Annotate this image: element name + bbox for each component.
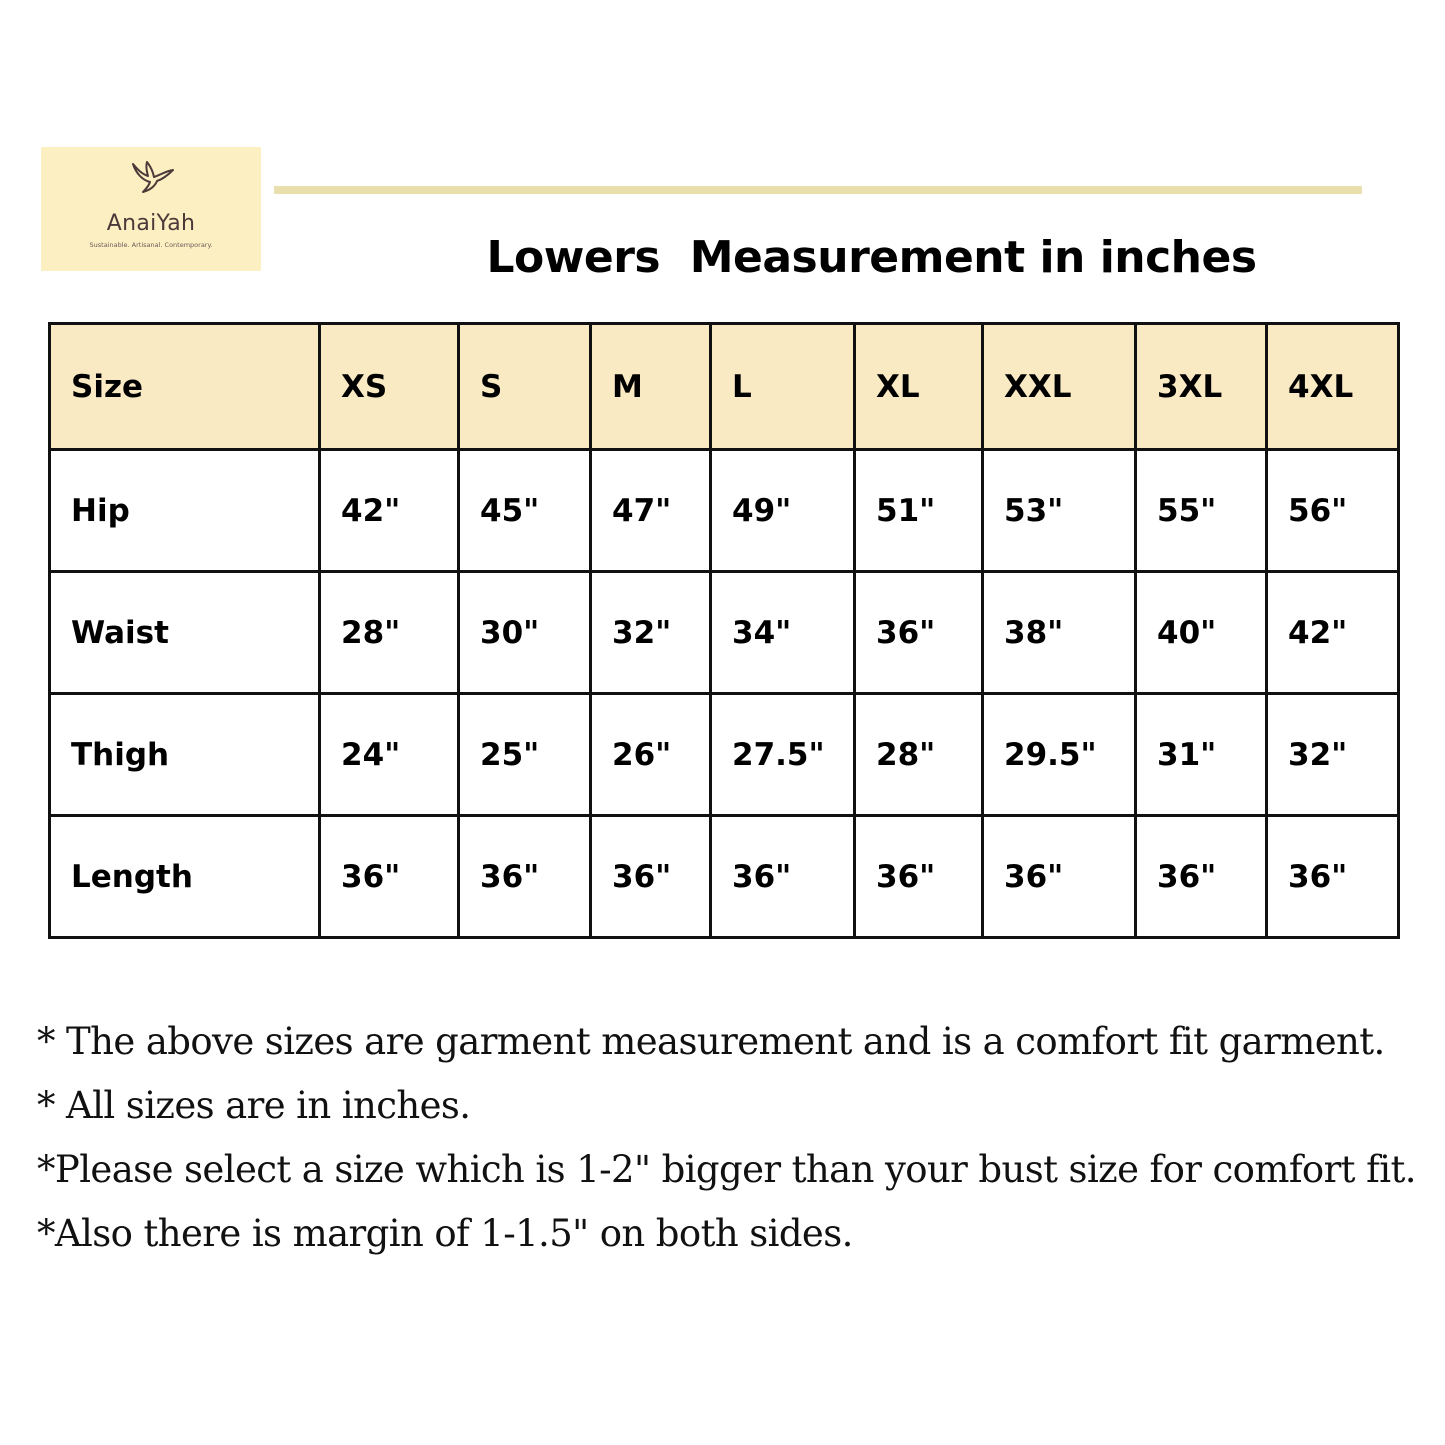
table-cell: 36" [591, 816, 711, 938]
note-line: * All sizes are in inches. [37, 1084, 471, 1127]
accent-rule [274, 186, 1362, 194]
header-cell: XL [855, 324, 983, 450]
table-cell: 34" [711, 572, 855, 694]
table-cell: 42" [320, 450, 459, 572]
note-line: *Also there is margin of 1-1.5" on both sides. [37, 1212, 853, 1255]
table-cell: 38" [983, 572, 1136, 694]
table-cell: 32" [1267, 694, 1399, 816]
table-cell: 49" [711, 450, 855, 572]
table-cell: 42" [1267, 572, 1399, 694]
header-cell: M [591, 324, 711, 450]
brand-name: AnaiYah [106, 211, 196, 236]
table-cell: 51" [855, 450, 983, 572]
table-cell: 55" [1136, 450, 1267, 572]
row-label: Thigh [50, 694, 320, 816]
header-cell: S [459, 324, 591, 450]
header-cell: L [711, 324, 855, 450]
table-cell: 31" [1136, 694, 1267, 816]
table-row [50, 816, 1399, 938]
note-line: *Please select a size which is 1-2" bigger than your bust size for comfort fit. [37, 1148, 1416, 1191]
table-cell: 29.5" [983, 694, 1136, 816]
notes-section [37, 1010, 1437, 1266]
table-cell: 30" [459, 572, 591, 694]
table-cell: 25" [459, 694, 591, 816]
table-cell: 36" [459, 816, 591, 938]
note-line: * The above sizes are garment measurement and is a comfort fit garment. [37, 1020, 1385, 1063]
table-cell: 36" [855, 572, 983, 694]
brand-tagline: Sustainable. Artisanal. Contemporary. [89, 241, 213, 249]
header-cell: XS [320, 324, 459, 450]
header-cell: 4XL [1267, 324, 1399, 450]
table-cell: 32" [591, 572, 711, 694]
header-cell: 3XL [1136, 324, 1267, 450]
header-cell: XXL [983, 324, 1136, 450]
table-cell: 45" [459, 450, 591, 572]
table-row [50, 450, 1399, 572]
row-label: Hip [50, 450, 320, 572]
header-cell: Size [50, 324, 320, 450]
table-cell: 40" [1136, 572, 1267, 694]
size-chart-table [48, 322, 1400, 939]
table-cell: 47" [591, 450, 711, 572]
table-cell: 56" [1267, 450, 1399, 572]
table-cell: 28" [320, 572, 459, 694]
table-cell: 36" [983, 816, 1136, 938]
table-cell: 36" [711, 816, 855, 938]
table-cell: 27.5" [711, 694, 855, 816]
row-label: Length [50, 816, 320, 938]
table-cell: 36" [320, 816, 459, 938]
table-cell: 28" [855, 694, 983, 816]
page-title: Lowers Measurement in inches [486, 232, 1257, 283]
table-cell: 24" [320, 694, 459, 816]
table-cell: 36" [855, 816, 983, 938]
table-row [50, 694, 1399, 816]
row-label: Waist [50, 572, 320, 694]
bird-icon [130, 160, 176, 194]
table-header-row [50, 324, 1399, 450]
brand-logo [41, 147, 261, 271]
table-cell: 53" [983, 450, 1136, 572]
table-cell: 26" [591, 694, 711, 816]
table-row [50, 572, 1399, 694]
table-cell: 36" [1267, 816, 1399, 938]
table-cell: 36" [1136, 816, 1267, 938]
